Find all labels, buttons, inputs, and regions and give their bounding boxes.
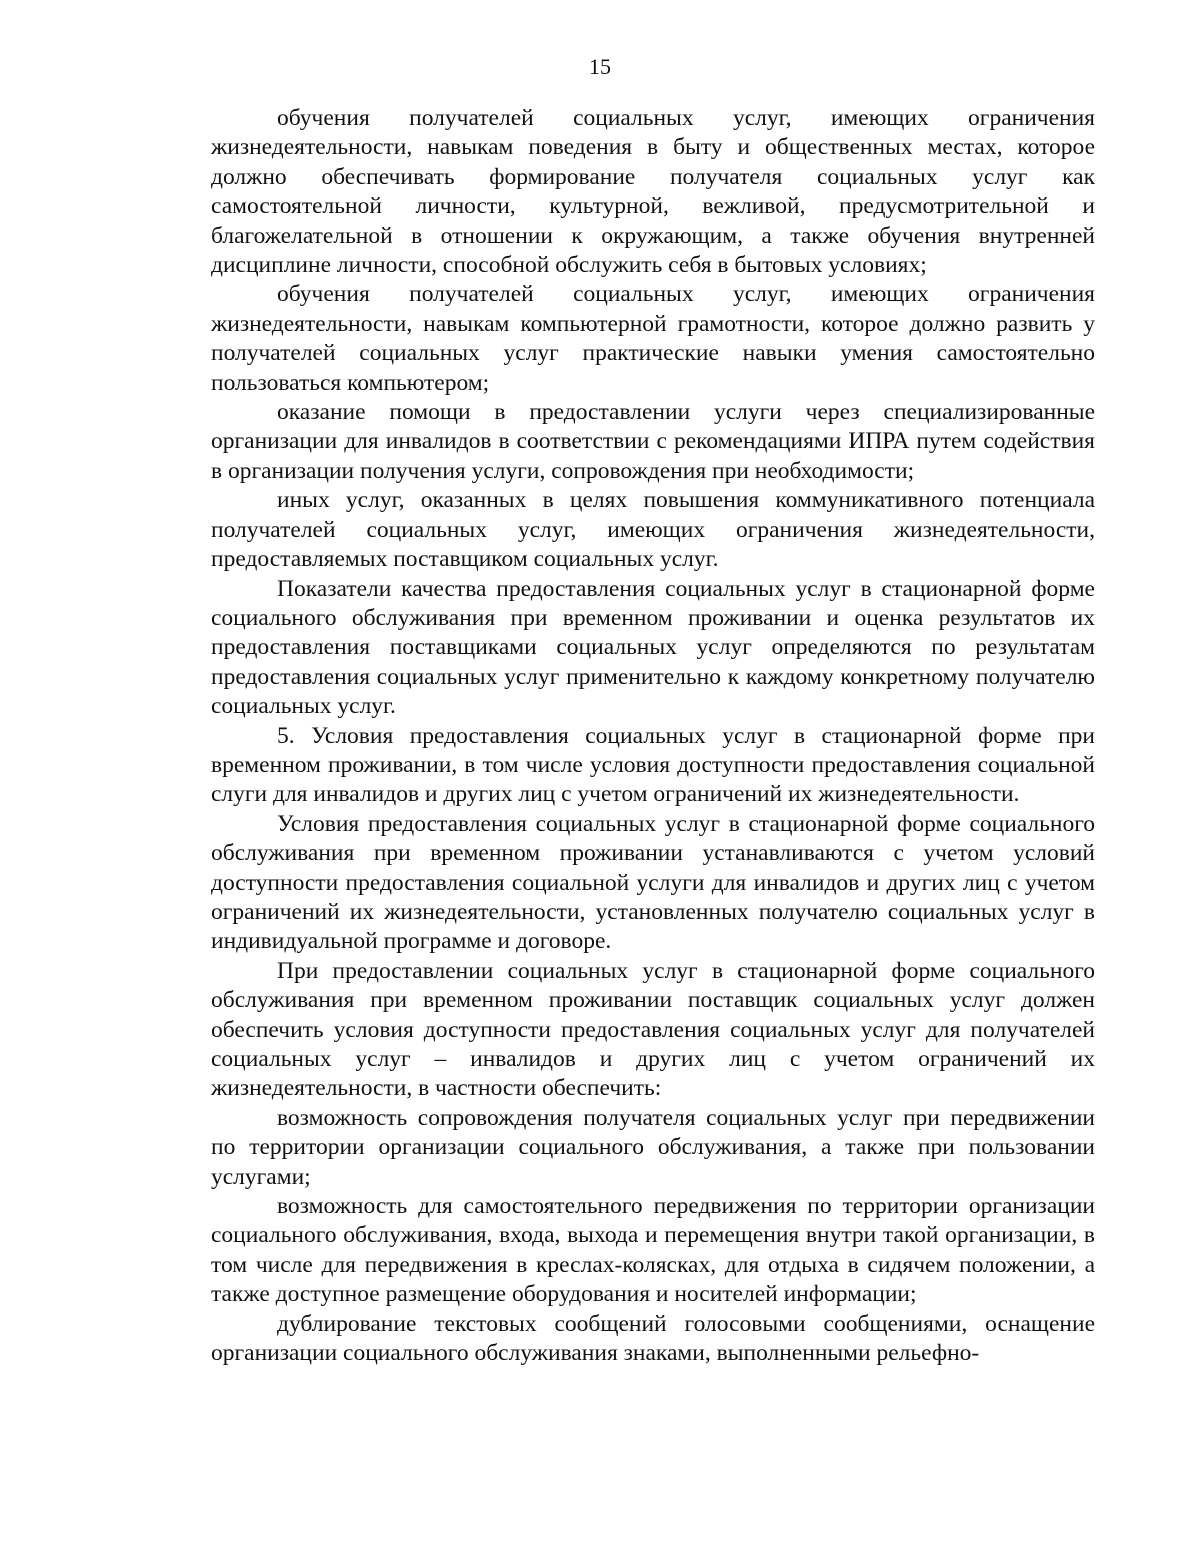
document-body bbox=[211, 104, 1095, 1368]
paragraph-provider-obligations: При предоставлении социальных услуг в стационарной форме социального обслуживания при временном проживании поставщик социальных услуг должен обеспечить условия доступности предоставления социальных услуг для получателей социальных услуг – инвалидов и других лиц с учетом ограничений их жизнедеятельности, в частности обеспечить: bbox=[211, 957, 1095, 1102]
paragraph-voice-duplication: дублирование текстовых сообщений голосовыми сообщениями, оснащение организации социального обслуживания знаками, выполненными рельефно- bbox=[211, 1310, 1095, 1367]
paragraph-other-communicative-services: иных услуг, оказанных в целях повышения коммуникативного потенциала получателей социальных услуг, имеющих ограничения жизнедеятельности, предоставляемых поставщиком социальных услуг. bbox=[211, 487, 1095, 573]
paragraph-independent-movement: возможность для самостоятельного передвижения по территории организации социального обслуживания, входа, выхода и перемещения внутри такой организации, в том числе для передвижения в креслах-колясках, для отдыха в сидячем положении, а также доступное размещение оборудования и носителей информации; bbox=[211, 1193, 1095, 1308]
paragraph-assistance-specialized-organizations: оказание помощи в предоставлении услуги через специализированные организации для инвалидов в соответствии с рекомендациями ИПРА путем содействия в организации получения услуги, сопровождения при необходимости; bbox=[211, 399, 1095, 484]
paragraph-conditions-established: Условия предоставления социальных услуг в стационарной форме социального обслуживания при временном проживании устанавливаются с учетом условий доступности предоставления социальной услуги для инвалидов и других лиц с учетом ограничений их жизнедеятельности, установленных получателю социальных услуг в индивидуальной программе и договоре. bbox=[211, 810, 1095, 955]
paragraph-training-everyday-behavior: обучения получателей социальных услуг, имеющих ограничения жизнедеятельности, навыкам поведения в быту и общественных местах, которое должно обеспечивать формирование получателя социальных услуг как самостоятельной личности, культурной, вежливой, предусмотрительной и благожелательной в отношении к окружающим, а также обучения внутренней дисциплине личности, способной обслужить себя в бытовых условиях; bbox=[211, 105, 1095, 279]
paragraph-training-computer-literacy: обучения получателей социальных услуг, имеющих ограничения жизнедеятельности, навыкам компьютерной грамотности, которое должно развить у получателей социальных услуг практические навыки умения самостоятельно пользоваться компьютером; bbox=[211, 281, 1095, 396]
paragraph-section-5-conditions: 5. Условия предоставления социальных услуг в стационарной форме при временном проживании, в том числе условия доступности предоставления социальной слуги для инвалидов и других лиц с учетом ограничений их жизнедеятельности. bbox=[211, 722, 1095, 808]
page-number: 15 bbox=[589, 54, 611, 79]
paragraph-quality-indicators: Показатели качества предоставления социальных услуг в стационарной форме социального обслуживания при временном проживании и оценка результатов их предоставления поставщиками социальных услуг определяются по результатам предоставления социальных услуг применительно к каждому конкретному получателю социальных услуг. bbox=[211, 575, 1095, 720]
paragraph-escort-possibility: возможность сопровождения получателя социальных услуг при передвижении по территории организации социального обслуживания, а также при пользовании услугами; bbox=[211, 1104, 1095, 1190]
